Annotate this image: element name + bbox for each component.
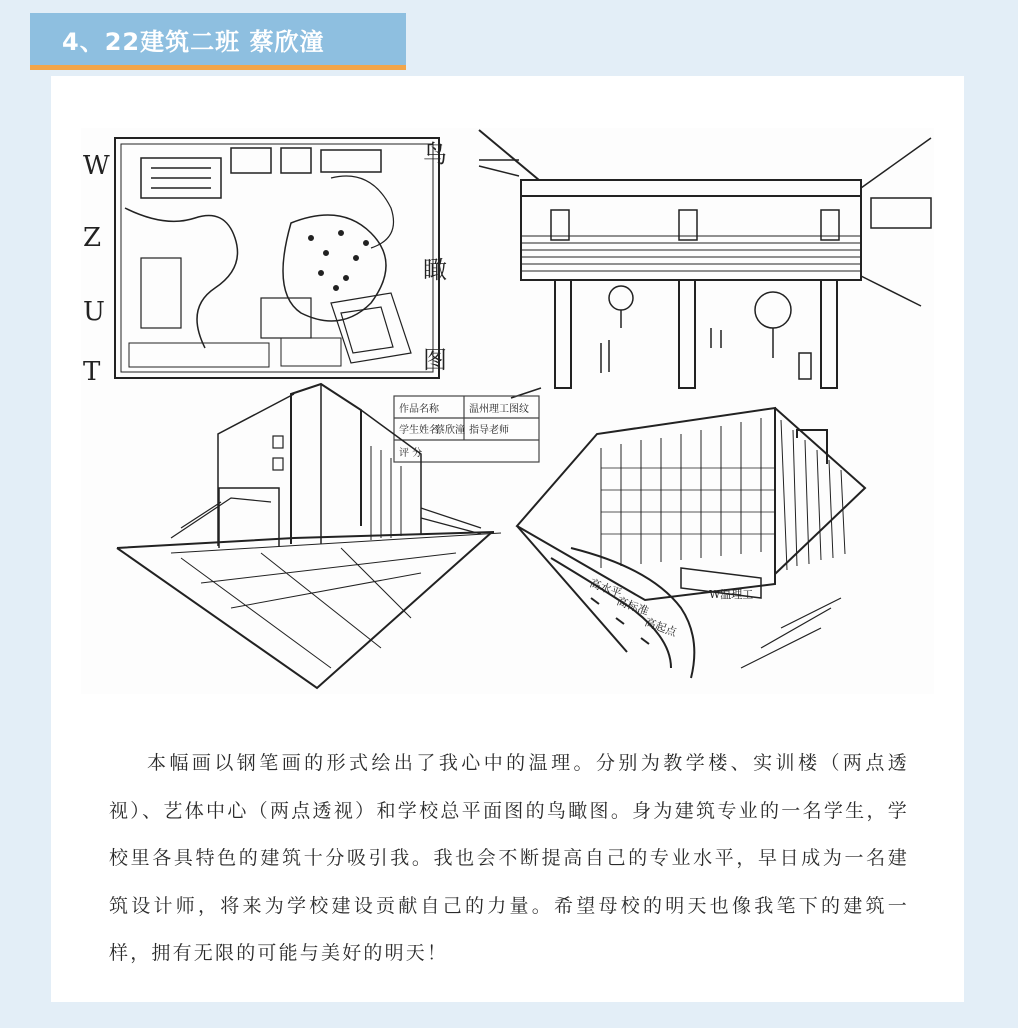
path-label-1: 高水平 xyxy=(587,576,624,601)
student-value: 蔡欣潼 xyxy=(435,425,465,436)
teaching-building-sketch xyxy=(479,130,931,398)
path-label-2: 高标准 xyxy=(614,594,651,619)
side-letter-w: W xyxy=(83,151,110,181)
pen-drawing-image xyxy=(81,128,934,694)
side-title xyxy=(423,140,447,374)
section-title-tab xyxy=(30,13,406,70)
side-title-char-3: 图 xyxy=(423,346,447,374)
side-letters xyxy=(83,151,110,387)
side-title-char-2: 瞰 xyxy=(423,256,447,284)
description-paragraph: 本幅画以钢笔画的形式绘出了我心中的温理。分别为教学楼、实训楼（两点透视）、艺体中心（两点透视）和学校总平面图的鸟瞰图。身为建筑专业的一名学生，学校里各具特色的建筑十分吸引我。我也会不断提高自己的专业水平，早日成为一名建筑设计师，将来为学校建设贡献自己的力量。希望母校的明天也像我笔下的建筑一样，拥有无限的可能与美好的明天！ xyxy=(109,752,909,964)
work-name-label: 作品名称 xyxy=(399,404,439,415)
section-title: 4、22建筑二班 蔡欣潼 xyxy=(62,27,325,56)
site-plan-sketch xyxy=(115,138,439,378)
teacher-label: 指导老师 xyxy=(469,425,509,436)
arts-center-sketch xyxy=(517,408,865,678)
content-card xyxy=(51,76,964,1002)
side-letter-z: Z xyxy=(83,223,102,253)
side-title-char-1: 鸟 xyxy=(423,140,447,168)
campus-sketch xyxy=(81,128,934,694)
path-labels xyxy=(588,576,753,640)
path-label-3: 高起点 xyxy=(642,615,679,640)
side-letter-u: U xyxy=(83,297,105,327)
sign-text: W温理工 xyxy=(709,588,754,601)
side-letter-t: T xyxy=(83,357,101,387)
score-label: 评 分 xyxy=(399,448,423,459)
student-label: 学生姓名 xyxy=(399,425,439,436)
work-name-value: 温州理工图纹 xyxy=(469,404,529,415)
